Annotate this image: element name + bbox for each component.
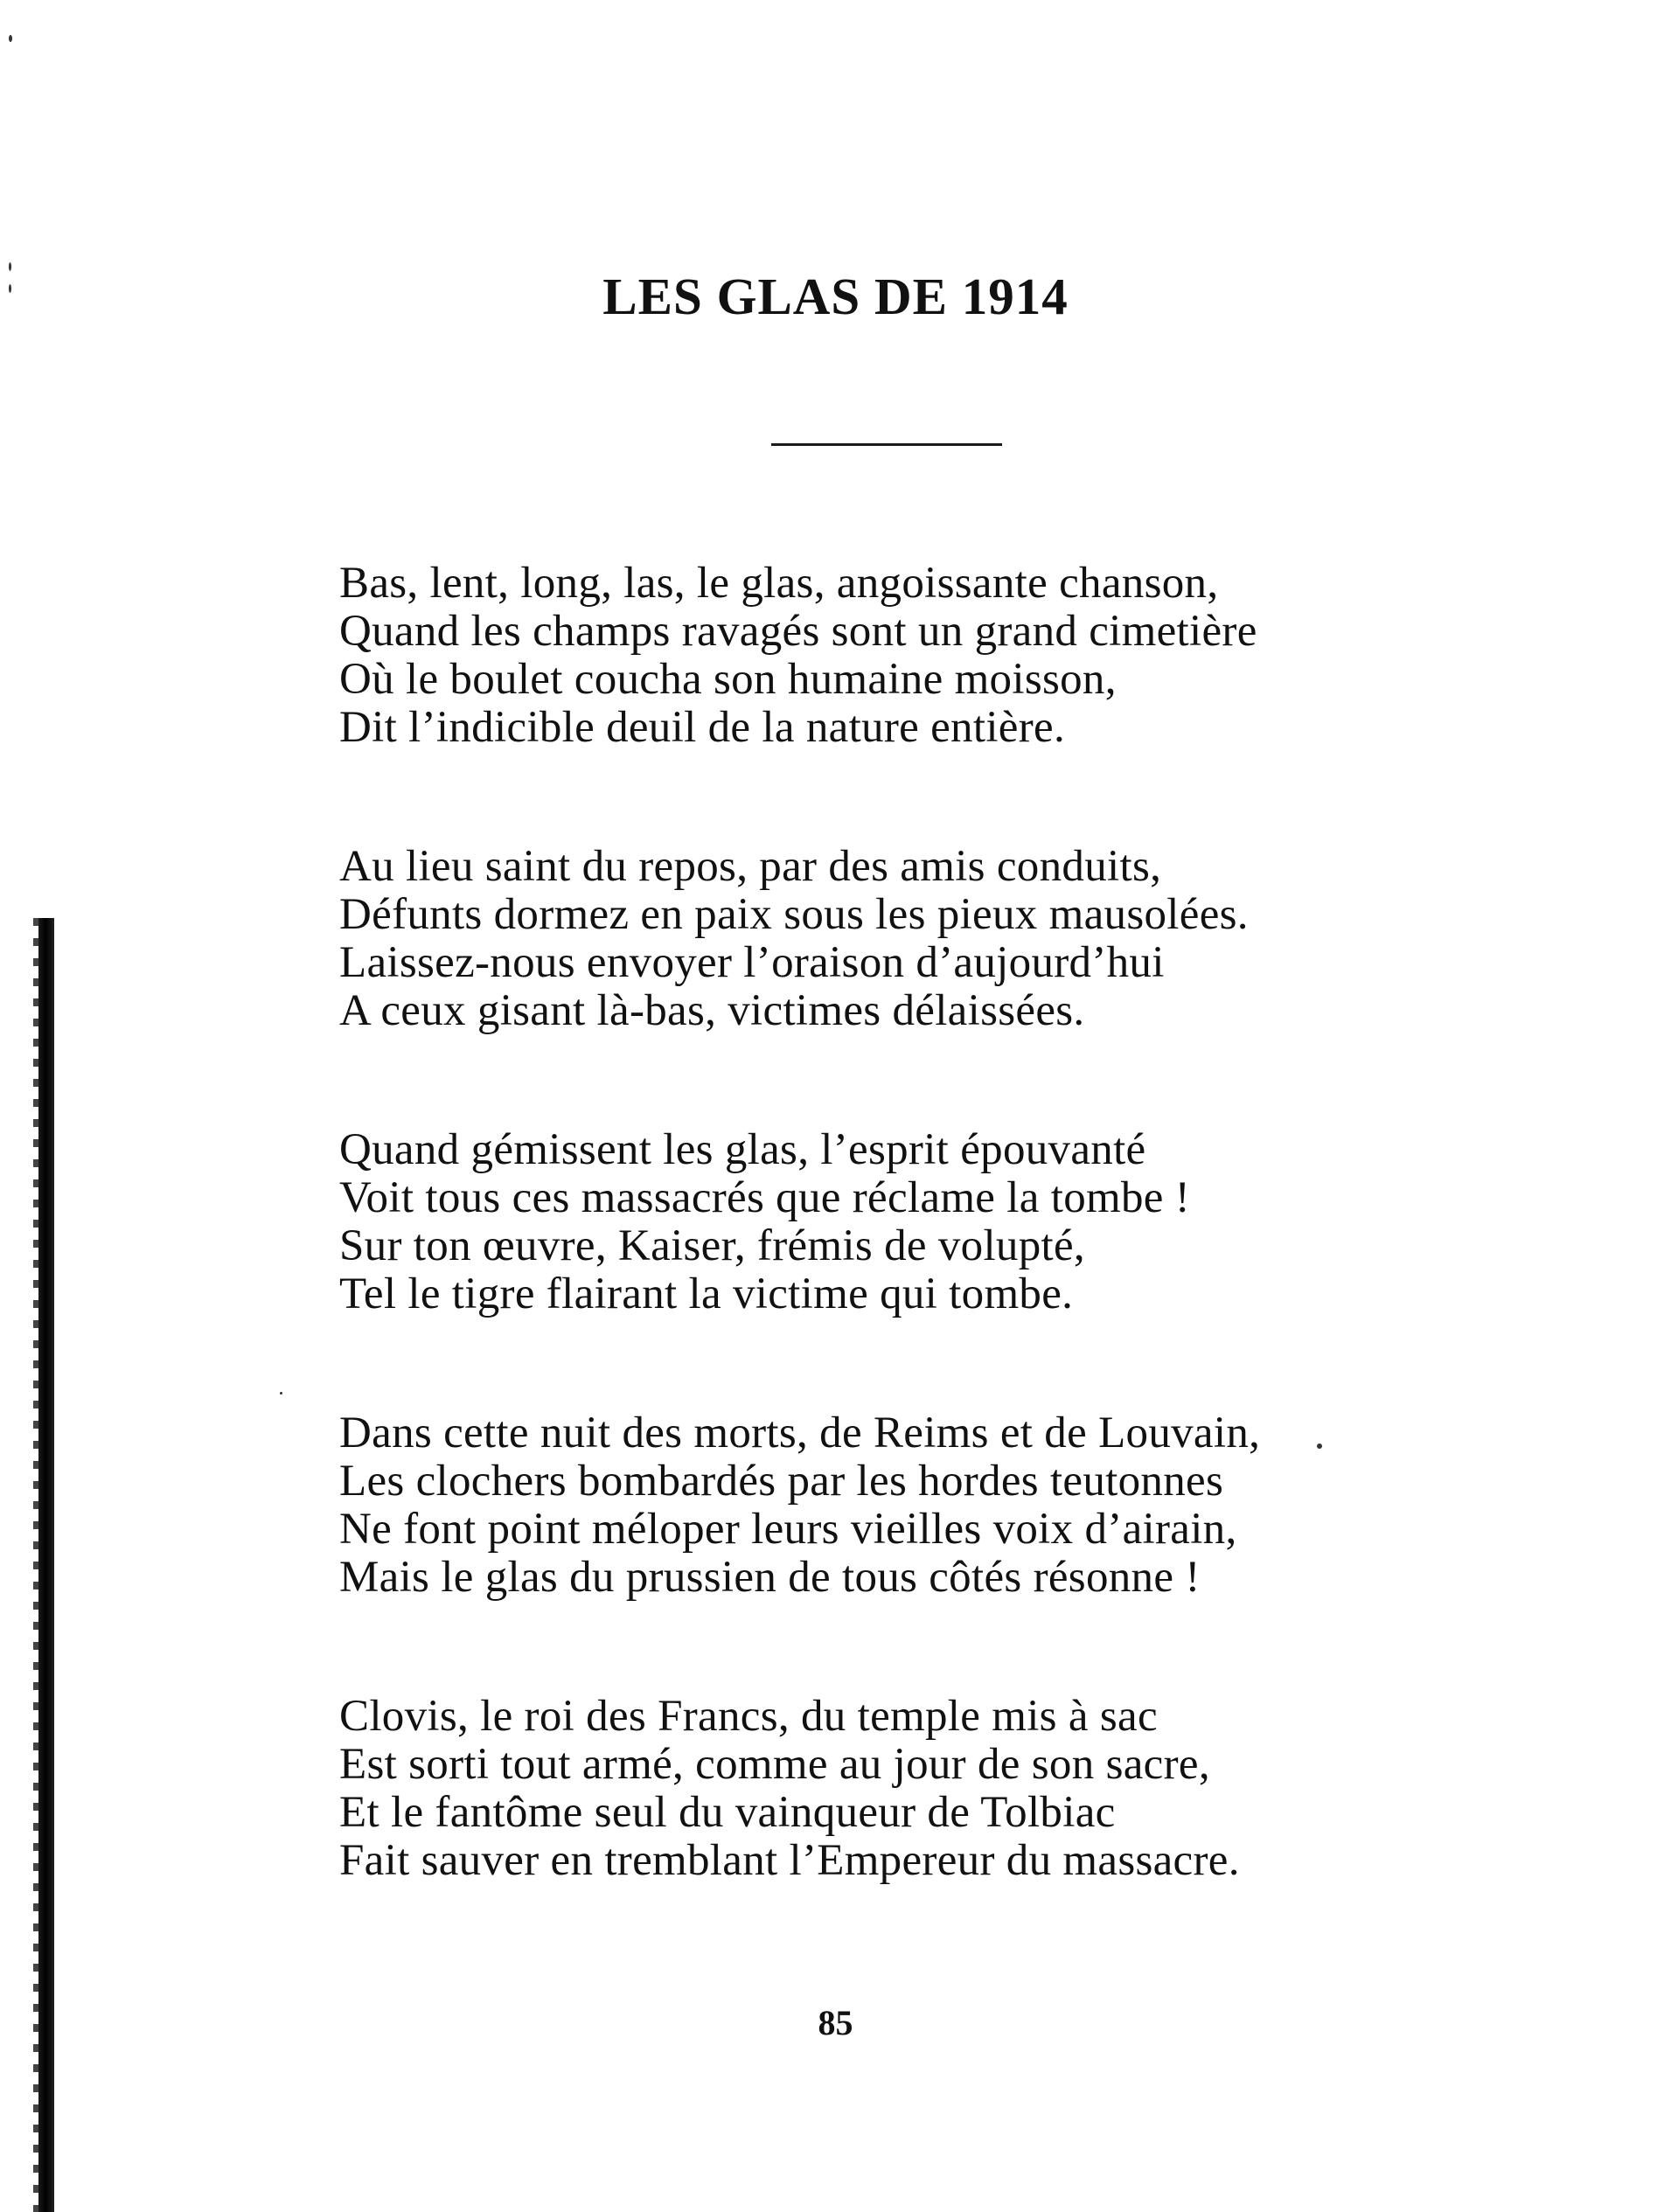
ink-speck [280,1392,282,1395]
verse-line: Au lieu saint du repos, par des amis conduits, [339,842,1162,891]
verse-line: Laissez-nous envoyer l’oraison d’aujourd’hui [339,938,1165,987]
verse-line: Les clochers bombardés par les hordes teutonnes [339,1457,1224,1506]
verse-line: Tel le tigre flairant la victime qui tombe. [339,1269,1074,1318]
verse-line: Quand gémissent les glas, l’esprit épouvanté [339,1125,1146,1174]
verse-line: Et le fantôme seul du vainqueur de Tolbiac [339,1788,1116,1837]
verse-line: Sur ton œuvre, Kaiser, frémis de volupté, [339,1221,1085,1270]
verse-line: Mais le glas du prussien de tous côtés résonne ! [339,1553,1201,1602]
verse-line: Voit tous ces massacrés que réclame la tombe ! [339,1173,1191,1222]
verse-line: Quand les champs ravagés sont un grand cimetière [339,607,1257,656]
verse-line: Est sorti tout armé, comme au jour de son sacre, [339,1740,1210,1789]
verse-line: Bas, lent, long, las, le glas, angoissante chanson, [339,559,1219,608]
verse-line: Dit l’indicible deuil de la nature entière. [339,703,1065,752]
verse-line: Dans cette nuit des morts, de Reims et de Louvain, [339,1409,1261,1457]
title-divider [771,443,1002,446]
stanza [339,1126,1476,1318]
verse-line: Clovis, le roi des Francs, du temple mis à sac [339,1692,1158,1741]
verse-line: Défunts dormez en paix sous les pieux mausolées. [339,890,1249,939]
poem-body [339,560,1476,1976]
stanza [339,1409,1476,1602]
verse-line: Fait sauver en tremblant l’Empereur du massacre. [339,1836,1240,1885]
verse-line: Ne font point méloper leurs vieilles voix d’airain, [339,1505,1237,1554]
verse-line: Où le boulet coucha son humaine moisson, [339,655,1117,704]
ink-speck [9,35,12,42]
stanza [339,1693,1476,1885]
stanza [339,560,1476,752]
stanza [339,843,1476,1035]
verse-line: A ceux gisant là-bas, victimes délaissées. [339,986,1085,1035]
poem-title: LES GLAS DE 1914 [602,268,1069,325]
page-number: 85 [818,2003,853,2042]
